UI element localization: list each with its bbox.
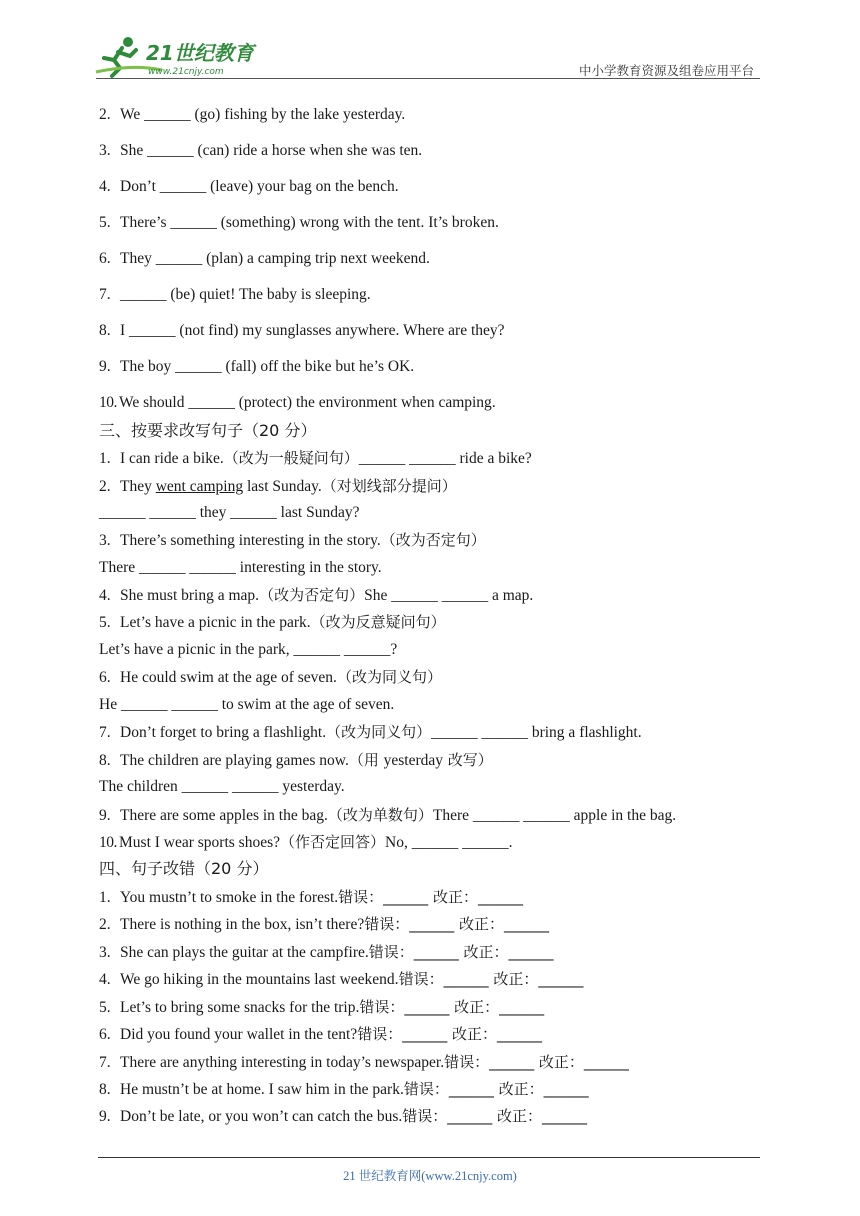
- part3-q6-answer: He ______ ______ to swim at the age of seven.: [99, 696, 395, 713]
- part2-item-9: 9. The boy ______ (fall) off the bike but he’s OK.: [99, 358, 415, 375]
- part2-item-7: 7. ______ (be) quiet! The baby is sleeping.: [99, 286, 371, 303]
- part4-item-9: 9. Don’t be late, or you won’t can catch the bus.错误：______ 改正：______: [99, 1107, 588, 1125]
- part3-q2-answer: ______ ______ they ______ last Sunday?: [99, 504, 360, 521]
- part4-item-2: 2. There is nothing in the box, isn’t there?错误：______ 改正：______: [99, 915, 549, 933]
- part2-item-6: 6. They ______ (plan) a camping trip next weekend.: [99, 250, 430, 267]
- part4-item-8: 8. He mustn’t be at home. I saw him in the park.错误：______ 改正：______: [99, 1080, 589, 1098]
- part4-title: 四、句子改错（20 分）: [99, 859, 269, 878]
- part2-item-5: 5. There’s ______ (something) wrong with the tent. It’s broken.: [99, 214, 499, 231]
- logo-url: www.21cnjy.com: [148, 67, 224, 77]
- part3-q8: 8. The children are playing games now.（用 yesterday 改写）: [99, 751, 493, 769]
- part3-q7: 7. Don’t forget to bring a flashlight.（改为同义句）______ ______ bring a flashlight.: [99, 723, 642, 741]
- part4-item-7: 7. There are anything interesting in today’s newspaper.错误：______ 改正：______: [99, 1053, 629, 1071]
- part3-title: 三、按要求改写句子（20 分）: [99, 421, 317, 440]
- underlined-phrase: went camping: [155, 478, 244, 495]
- header-divider: [96, 78, 760, 79]
- part2-item-8: 8. I ______ (not find) my sunglasses anywhere. Where are they?: [99, 322, 505, 339]
- part3-q8-answer: The children ______ ______ yesterday.: [99, 778, 345, 795]
- part3-q4: 4. She must bring a map.（改为否定句）She ______ ______ a map.: [99, 586, 534, 604]
- part4-item-4: 4. We go hiking in the mountains last weekend.错误：______ 改正：______: [99, 970, 584, 988]
- part2-item-2: 2. We ______ (go) fishing by the lake yesterday.: [99, 106, 406, 123]
- part2-item-10: 10. We should ______ (protect) the environment when camping.: [99, 394, 496, 411]
- part3-q5: 5. Let’s have a picnic in the park.（改为反意疑问句）: [99, 613, 446, 631]
- part4-item-3: 3. She can plays the guitar at the campfire.错误：______ 改正：______: [99, 943, 554, 961]
- part3-q3-answer: There ______ ______ interesting in the story.: [99, 559, 382, 576]
- part3-q6: 6. He could swim at the age of seven.（改为同义句）: [99, 668, 442, 686]
- part4-item-1: 1. You mustn’t to smoke in the forest.错误：______ 改正：______: [99, 888, 523, 906]
- part2-item-4: 4. Don’t ______ (leave) your bag on the bench.: [99, 178, 399, 195]
- part4-item-5: 5. Let’s to bring some snacks for the trip.错误：______ 改正：______: [99, 998, 545, 1016]
- footer-divider: [98, 1157, 760, 1158]
- part3-q3: 3. There’s something interesting in the story.（改为否定句）: [99, 531, 486, 549]
- part3-q9: 9. There are some apples in the bag.（改为单数句）There ______ ______ apple in the bag.: [99, 806, 677, 824]
- part3-q1: 1. I can ride a bike.（改为一般疑问句）______ ______ ride a bike?: [99, 449, 532, 467]
- footer-link[interactable]: 21 世纪教育网(www.21cnjy.com): [343, 1169, 517, 1183]
- part3-q10: 10. Must I wear sports shoes?（作否定回答）No, ______ ______.: [99, 833, 513, 851]
- part4-item-6: 6. Did you found your wallet in the tent?错误：______ 改正：______: [99, 1025, 542, 1043]
- part2-item-3: 3. She ______ (can) ride a horse when she was ten.: [99, 142, 423, 159]
- platform-name: 中小学教育资源及组卷应用平台: [578, 63, 754, 78]
- part3-q5-answer: Let’s have a picnic in the park, ______ ______?: [99, 641, 398, 658]
- part3-q2: 2. They went camping last Sunday.（对划线部分提问）: [99, 477, 457, 495]
- site-logo: [92, 34, 272, 80]
- logo-text: 21世纪教育: [146, 41, 254, 65]
